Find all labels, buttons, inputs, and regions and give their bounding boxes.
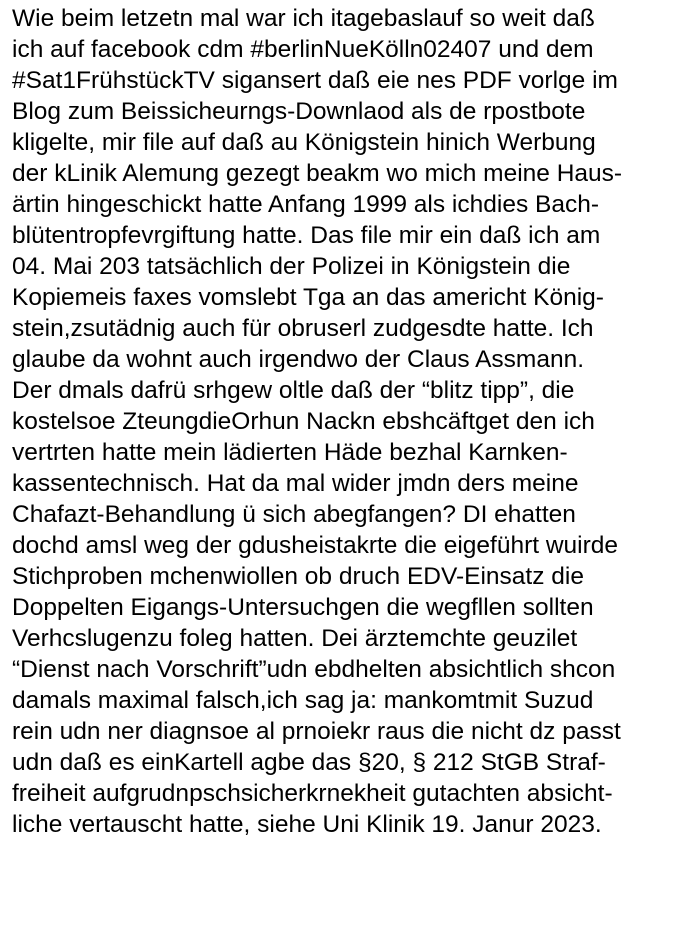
- text-line: udn daß es einKartell agbe das §20, § 212 StGB Straf-: [12, 749, 606, 776]
- text-line: kligelte, mir file auf daß au Königstein hinich Werbung: [12, 129, 596, 156]
- text-line: liche vertauscht hatte, siehe Uni Klinik 19. Janur 2023.: [12, 811, 602, 838]
- text-line: ich auf facebook cdm #berlinNueKölln02407 und dem: [12, 36, 594, 63]
- text-line: vertrten hatte mein lädierten Häde bezhal Karnken-: [12, 439, 568, 466]
- document-page: [12, 3, 680, 840]
- text-line: glaube da wohnt auch irgendwo der Claus Assmann.: [12, 346, 585, 373]
- text-line: der kLinik Alemung gezegt beakm wo mich meine Haus-: [12, 160, 623, 187]
- text-line: Der dmals dafrü srhgew oltle daß der “blitz tipp”, die: [12, 377, 575, 404]
- text-line: Doppelten Eigangs-Untersuchgen die wegfllen sollten: [12, 594, 594, 621]
- text-line: freiheit aufgrudnpschsicherkrnekheit gutachten absicht-: [12, 780, 613, 807]
- text-line: Chafazt-Behandlung ü sich abegfangen? DI ehatten: [12, 501, 576, 528]
- text-line: 04. Mai 203 tatsächlich der Polizei in Königstein die: [12, 253, 571, 280]
- text-line: Blog zum Beissicheurngs-Downlaod als de rpostbote: [12, 98, 586, 125]
- text-line: blütentropfevrgiftung hatte. Das file mir ein daß ich am: [12, 222, 601, 249]
- text-line: rein udn ner diagnsoe al prnoiekr raus die nicht dz passt: [12, 718, 621, 745]
- text-line: ärtin hingeschickt hatte Anfang 1999 als ichdies Bach-: [12, 191, 600, 218]
- text-line: Kopiemeis faxes vomslebt Tga an das americht König-: [12, 284, 604, 311]
- text-line: “Dienst nach Vorschrift”udn ebdhelten absichtlich shcon: [12, 656, 616, 683]
- text-line: stein,zsutädnig auch für obruserl zudgesdte hatte. Ich: [12, 315, 594, 342]
- text-line: dochd amsl weg der gdusheistakrte die eigeführt wuirde: [12, 532, 619, 559]
- text-line: kassentechnisch. Hat da mal wider jmdn ders meine: [12, 470, 579, 497]
- text-line: Wie beim letzetn mal war ich itagebaslauf so weit daß: [12, 5, 595, 32]
- text-line: kostelsoe ZteungdieOrhun Nackn ebshcäftget den ich: [12, 408, 595, 435]
- text-line: Verhcslugenzu foleg hatten. Dei ärztemchte geuzilet: [12, 625, 578, 652]
- text-line: damals maximal falsch,ich sag ja: mankomtmit Suzud: [12, 687, 594, 714]
- text-line: Stichproben mchenwiollen ob druch EDV-Einsatz die: [12, 563, 584, 590]
- text-line: #Sat1FrühstückTV sigansert daß eie nes PDF vorlge im: [12, 67, 618, 94]
